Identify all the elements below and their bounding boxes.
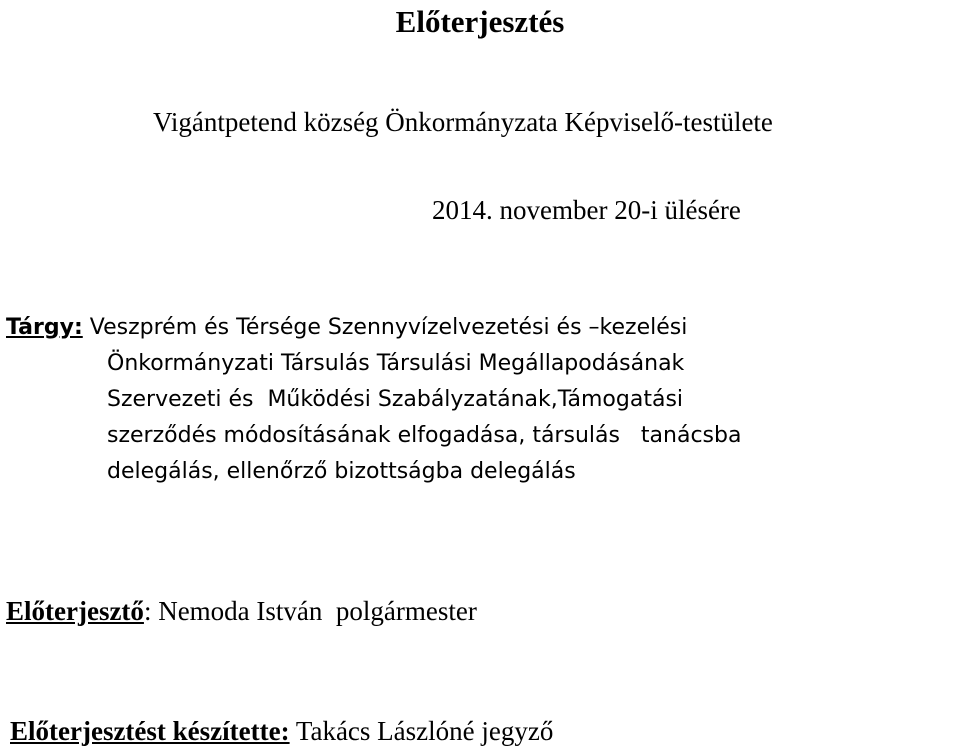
presenter-value: Nemoda István polgármester xyxy=(151,596,477,626)
subject-text-line-4: szerződés módosításának elfogadása, társulás tanácsba xyxy=(107,423,742,448)
subject-first-line xyxy=(6,310,741,346)
meeting-date-line: 2014. november 20-i ülésére xyxy=(432,195,741,225)
prepared-by-line xyxy=(10,711,553,751)
subject-block xyxy=(6,310,741,490)
document-title: Előterjesztés xyxy=(395,4,565,39)
subject-text-line-5: delegálás, ellenőrző bizottságba delegálás xyxy=(107,459,576,484)
subject-text-line-3: Szervezeti és Működési Szabályzatának,Támogatási xyxy=(107,387,684,412)
subject-text-line-1: Veszprém és Térsége Szennyvízelvezetési és –kezelési xyxy=(89,315,688,340)
prepared-by-value: Takács Lászlóné jegyző xyxy=(289,716,554,746)
presenter-separator: : xyxy=(143,596,152,626)
presenter-label: Előterjesztő xyxy=(6,596,144,626)
subject-label: Tárgy: xyxy=(6,315,83,340)
subject-text-line-2: Önkormányzati Társulás Társulási Megállapodásának xyxy=(107,351,685,376)
presenter-line xyxy=(6,591,477,631)
prepared-by-label: Előterjesztést készítette: xyxy=(10,716,290,746)
addressee-line: Vigántpetend község Önkormányzata Képviselő-testülete xyxy=(153,107,773,137)
